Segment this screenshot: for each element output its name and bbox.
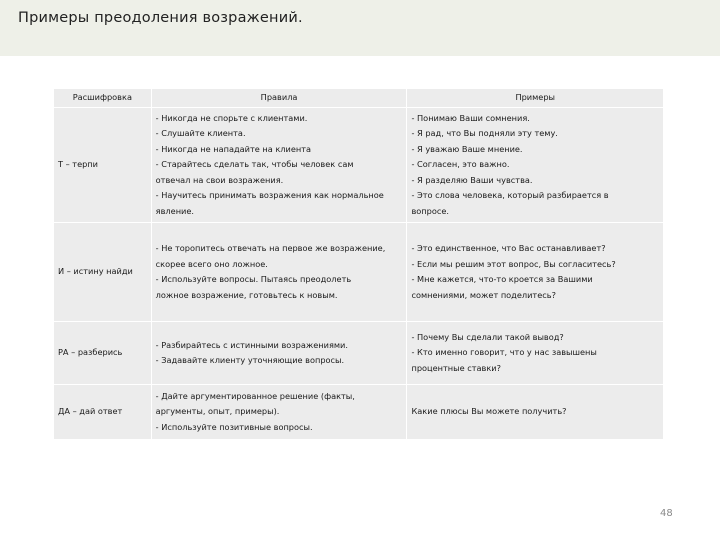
example-line: вопросе. xyxy=(411,205,450,216)
example-line: - Почему Вы сделали такой вывод? xyxy=(411,331,564,342)
decoding-cell: И – истину найди xyxy=(54,223,152,322)
rule-line: ложное возражение, готовьтесь к новым. xyxy=(155,289,338,300)
rule-line: - Научитесь принимать возражения как нормальное xyxy=(155,190,384,200)
example-line: - Это слова человека, который разбирается в xyxy=(411,190,609,200)
example-line: процентные ставки? xyxy=(411,362,501,373)
example-line: - Согласен, это важно. xyxy=(411,159,510,169)
decoding-cell: ДА – дай ответ xyxy=(54,385,152,440)
header-decoding: Расшифровка xyxy=(54,89,152,108)
rule-line: - Не торопитесь отвечать на первое же возражение, xyxy=(155,243,386,253)
header-examples: Примеры xyxy=(407,89,664,108)
rule-line: - Никогда не нападайте на клиента xyxy=(155,143,312,154)
rule-line: - Дайте аргументированное решение (факты, xyxy=(155,390,355,401)
rules-cell xyxy=(151,107,407,223)
table-row xyxy=(54,223,664,322)
examples-cell xyxy=(407,223,664,322)
example-line: - Я разделяю Ваши чувства. xyxy=(411,174,533,185)
decoding-cell: Т – терпи xyxy=(54,107,152,223)
rule-line: отвечал на свои возражения. xyxy=(155,174,284,185)
objections-table xyxy=(53,88,664,440)
rule-line: - Никогда не спорьте с клиентами. xyxy=(155,112,308,123)
rule-line: - Слушайте клиента. xyxy=(155,128,246,138)
slide-title: Примеры преодоления возражений. xyxy=(18,10,303,26)
rule-line: скорее всего оно ложное. xyxy=(155,258,268,269)
rule-line: - Используйте вопросы. Пытаясь преодолеть xyxy=(155,274,352,284)
table-row xyxy=(54,322,664,385)
example-line: - Понимаю Ваши сомнения. xyxy=(411,112,530,123)
examples-cell xyxy=(407,385,664,440)
page-number: 48 xyxy=(660,508,673,519)
rule-line: аргументы, опыт, примеры). xyxy=(155,406,280,417)
title-band xyxy=(0,0,720,56)
example-line: сомнениями, может поделитесь? xyxy=(411,289,556,300)
example-line: Какие плюсы Вы можете получить? xyxy=(411,406,567,417)
table-row xyxy=(54,385,664,440)
example-line: - Кто именно говорит, что у нас завышены xyxy=(411,347,597,358)
examples-cell xyxy=(407,322,664,385)
example-line: - Это единственное, что Вас останавливает? xyxy=(411,243,606,253)
rules-cell xyxy=(151,385,407,440)
decoding-cell: РА – разберись xyxy=(54,322,152,385)
rules-cell xyxy=(151,322,407,385)
rule-line: - Задавайте клиенту уточняющие вопросы. xyxy=(155,355,345,365)
header-rules: Правила xyxy=(151,89,407,108)
rules-cell xyxy=(151,223,407,322)
example-line: - Мне кажется, что-то кроется за Вашими xyxy=(411,274,593,284)
example-line: - Если мы решим этот вопрос, Вы согласитесь? xyxy=(411,258,616,269)
rule-line: - Используйте позитивные вопросы. xyxy=(155,421,313,432)
rule-line: - Старайтесь сделать так, чтобы человек сам xyxy=(155,159,354,169)
rule-line: явление. xyxy=(155,205,195,216)
table-row xyxy=(54,107,664,223)
example-line: - Я уважаю Ваше мнение. xyxy=(411,143,523,154)
example-line: - Я рад, что Вы подняли эту тему. xyxy=(411,128,558,138)
rule-line: - Разбирайтесь с истинными возражениями. xyxy=(155,339,348,350)
table-header-row xyxy=(54,89,664,108)
examples-cell xyxy=(407,107,664,223)
